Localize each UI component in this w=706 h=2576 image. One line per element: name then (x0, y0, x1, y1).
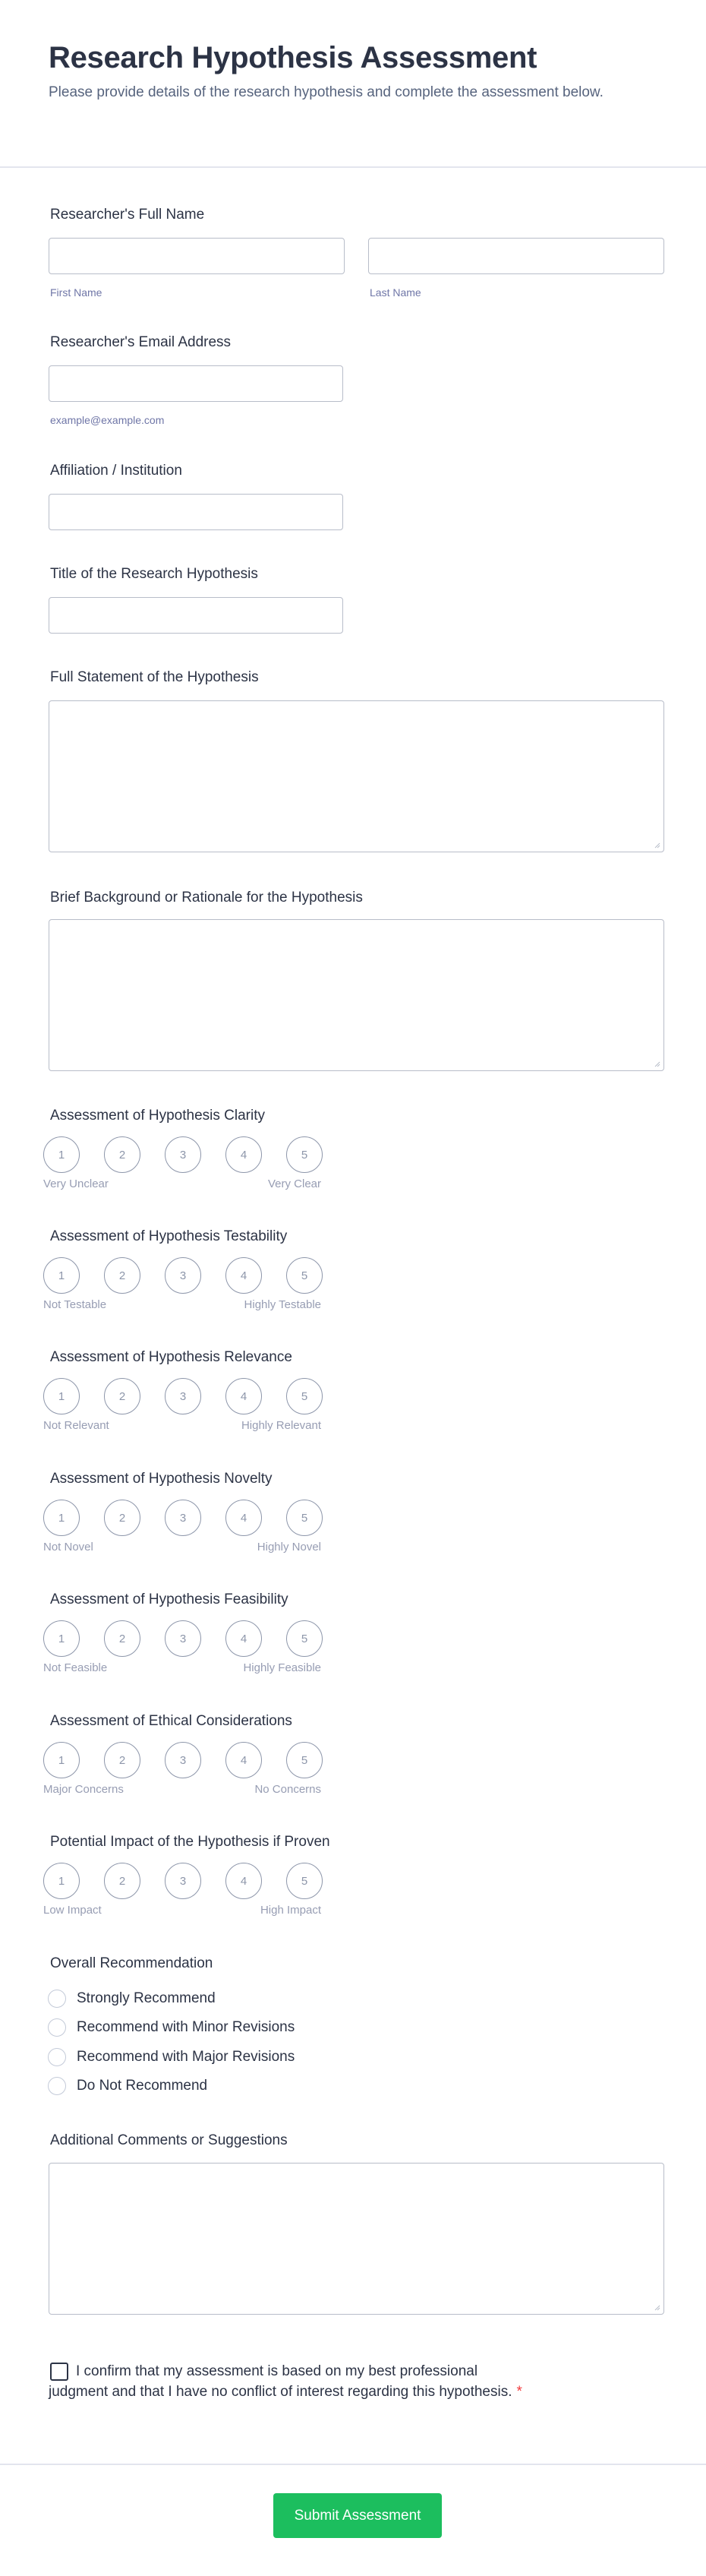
rating-option-1[interactable]: 1 (43, 1500, 80, 1536)
rating-option-4[interactable]: 4 (225, 1863, 262, 1899)
rating-option-3[interactable]: 3 (165, 1378, 201, 1414)
rating-option-5[interactable]: 5 (286, 1136, 323, 1173)
last-name-sublabel: Last Name (370, 286, 421, 299)
background-textarea[interactable] (49, 919, 664, 1071)
rating-min-label: Low Impact (43, 1904, 102, 1917)
rating-option-4[interactable]: 4 (225, 1742, 262, 1778)
affiliation-label: Affiliation / Institution (50, 463, 182, 479)
hypothesis-statement-textarea[interactable] (49, 700, 664, 852)
rating-min-label: Very Unclear (43, 1177, 109, 1190)
rating-testability (43, 1257, 321, 1310)
recommendation-option-minor[interactable] (48, 2018, 295, 2037)
rating-option-5[interactable]: 5 (286, 1863, 323, 1899)
rating-option-2[interactable]: 2 (104, 1620, 140, 1657)
radio-label[interactable]: Do Not Recommend (77, 2078, 208, 2094)
consent-line-2: judgment and that I have no conflict of interest regarding this hypothesis. (49, 2384, 512, 2400)
rating-feasibility (43, 1620, 321, 1674)
recommendation-label: Overall Recommendation (50, 1955, 213, 1971)
rating-relevance-label: Assessment of Hypothesis Relevance (50, 1349, 292, 1365)
email-sublabel: example@example.com (50, 414, 165, 426)
rating-option-3[interactable]: 3 (165, 1257, 201, 1294)
rating-option-1[interactable]: 1 (43, 1378, 80, 1414)
rating-option-5[interactable]: 5 (286, 1500, 323, 1536)
rating-option-1[interactable]: 1 (43, 1863, 80, 1899)
rating-option-3[interactable]: 3 (165, 1863, 201, 1899)
background-label: Brief Background or Rationale for the Hypothesis (50, 890, 363, 906)
footer-divider (0, 2464, 706, 2465)
rating-option-5[interactable]: 5 (286, 1742, 323, 1778)
comments-label: Additional Comments or Suggestions (50, 2132, 288, 2148)
radio-button[interactable] (48, 2048, 66, 2066)
rating-max-label: High Impact (260, 1904, 321, 1917)
rating-option-4[interactable]: 4 (225, 1136, 262, 1173)
rating-option-4[interactable]: 4 (225, 1620, 262, 1657)
rating-min-label: Not Testable (43, 1298, 107, 1311)
rating-novelty-label: Assessment of Hypothesis Novelty (50, 1471, 273, 1487)
rating-min-label: Not Feasible (43, 1661, 108, 1674)
rating-ethics (43, 1742, 321, 1795)
radio-button[interactable] (48, 2077, 66, 2095)
rating-option-1[interactable]: 1 (43, 1742, 80, 1778)
rating-option-5[interactable]: 5 (286, 1257, 323, 1294)
rating-max-label: Highly Feasible (243, 1661, 321, 1674)
rating-clarity-label: Assessment of Hypothesis Clarity (50, 1108, 265, 1124)
email-label: Researcher's Email Address (50, 334, 232, 350)
page-subtitle: Please provide details of the research hypothesis and complete the assessment below. (49, 84, 604, 100)
radio-label[interactable]: Strongly Recommend (77, 1990, 216, 2006)
rating-option-3[interactable]: 3 (165, 1500, 201, 1536)
header-divider (0, 166, 706, 168)
rating-option-5[interactable]: 5 (286, 1378, 323, 1414)
resize-grip-icon[interactable] (653, 2303, 660, 2311)
rating-option-1[interactable]: 1 (43, 1257, 80, 1294)
rating-option-3[interactable]: 3 (165, 1742, 201, 1778)
rating-option-2[interactable]: 2 (104, 1257, 140, 1294)
rating-option-4[interactable]: 4 (225, 1500, 262, 1536)
first-name-sublabel: First Name (50, 286, 102, 299)
rating-option-3[interactable]: 3 (165, 1136, 201, 1173)
radio-button[interactable] (48, 1990, 66, 2008)
rating-max-label: Highly Testable (244, 1298, 321, 1311)
rating-option-2[interactable]: 2 (104, 1136, 140, 1173)
rating-relevance (43, 1378, 321, 1431)
hypothesis-title-input[interactable] (49, 597, 343, 634)
hypothesis-statement-label: Full Statement of the Hypothesis (50, 669, 259, 685)
rating-feasibility-label: Assessment of Hypothesis Feasibility (50, 1591, 288, 1607)
rating-option-4[interactable]: 4 (225, 1257, 262, 1294)
radio-label[interactable]: Recommend with Major Revisions (77, 2049, 295, 2065)
required-asterisk: * (516, 2384, 522, 2400)
rating-option-1[interactable]: 1 (43, 1620, 80, 1657)
rating-option-2[interactable]: 2 (104, 1500, 140, 1536)
rating-option-3[interactable]: 3 (165, 1620, 201, 1657)
radio-button[interactable] (48, 2018, 66, 2037)
rating-option-5[interactable]: 5 (286, 1620, 323, 1657)
recommendation-option-not[interactable] (48, 2076, 207, 2096)
rating-impact-label: Potential Impact of the Hypothesis if Proven (50, 1834, 330, 1850)
affiliation-input[interactable] (49, 494, 343, 530)
rating-min-label: Not Novel (43, 1541, 93, 1554)
full-name-label: Researcher's Full Name (50, 207, 205, 223)
rating-min-label: Major Concerns (43, 1783, 124, 1796)
comments-textarea[interactable] (49, 2163, 664, 2315)
rating-max-label: Highly Relevant (241, 1419, 321, 1432)
page-title: Research Hypothesis Assessment (49, 41, 537, 74)
consent-text (49, 2361, 610, 2402)
rating-ethics-label: Assessment of Ethical Considerations (50, 1713, 292, 1729)
rating-clarity (43, 1136, 321, 1190)
resize-grip-icon[interactable] (653, 1060, 660, 1067)
first-name-input[interactable] (49, 238, 345, 274)
rating-option-2[interactable]: 2 (104, 1742, 140, 1778)
hypothesis-title-label: Title of the Research Hypothesis (50, 566, 258, 582)
rating-option-2[interactable]: 2 (104, 1378, 140, 1414)
rating-impact (43, 1863, 321, 1916)
consent-line-1: I confirm that my assessment is based on my best professional (76, 2363, 478, 2379)
radio-label[interactable]: Recommend with Minor Revisions (77, 2019, 295, 2035)
rating-option-4[interactable]: 4 (225, 1378, 262, 1414)
email-input[interactable] (49, 365, 343, 402)
rating-option-1[interactable]: 1 (43, 1136, 80, 1173)
rating-novelty (43, 1500, 321, 1553)
last-name-input[interactable] (368, 238, 664, 274)
recommendation-option-strongly[interactable] (48, 1989, 216, 2009)
rating-testability-label: Assessment of Hypothesis Testability (50, 1228, 288, 1244)
submit-button[interactable]: Submit Assessment (273, 2493, 442, 2538)
resize-grip-icon[interactable] (653, 841, 660, 849)
rating-max-label: Highly Novel (257, 1541, 321, 1554)
rating-max-label: Very Clear (267, 1177, 321, 1190)
rating-min-label: Not Relevant (43, 1419, 109, 1432)
rating-max-label: No Concerns (254, 1783, 321, 1796)
rating-option-2[interactable]: 2 (104, 1863, 140, 1899)
recommendation-option-major[interactable] (48, 2047, 295, 2067)
